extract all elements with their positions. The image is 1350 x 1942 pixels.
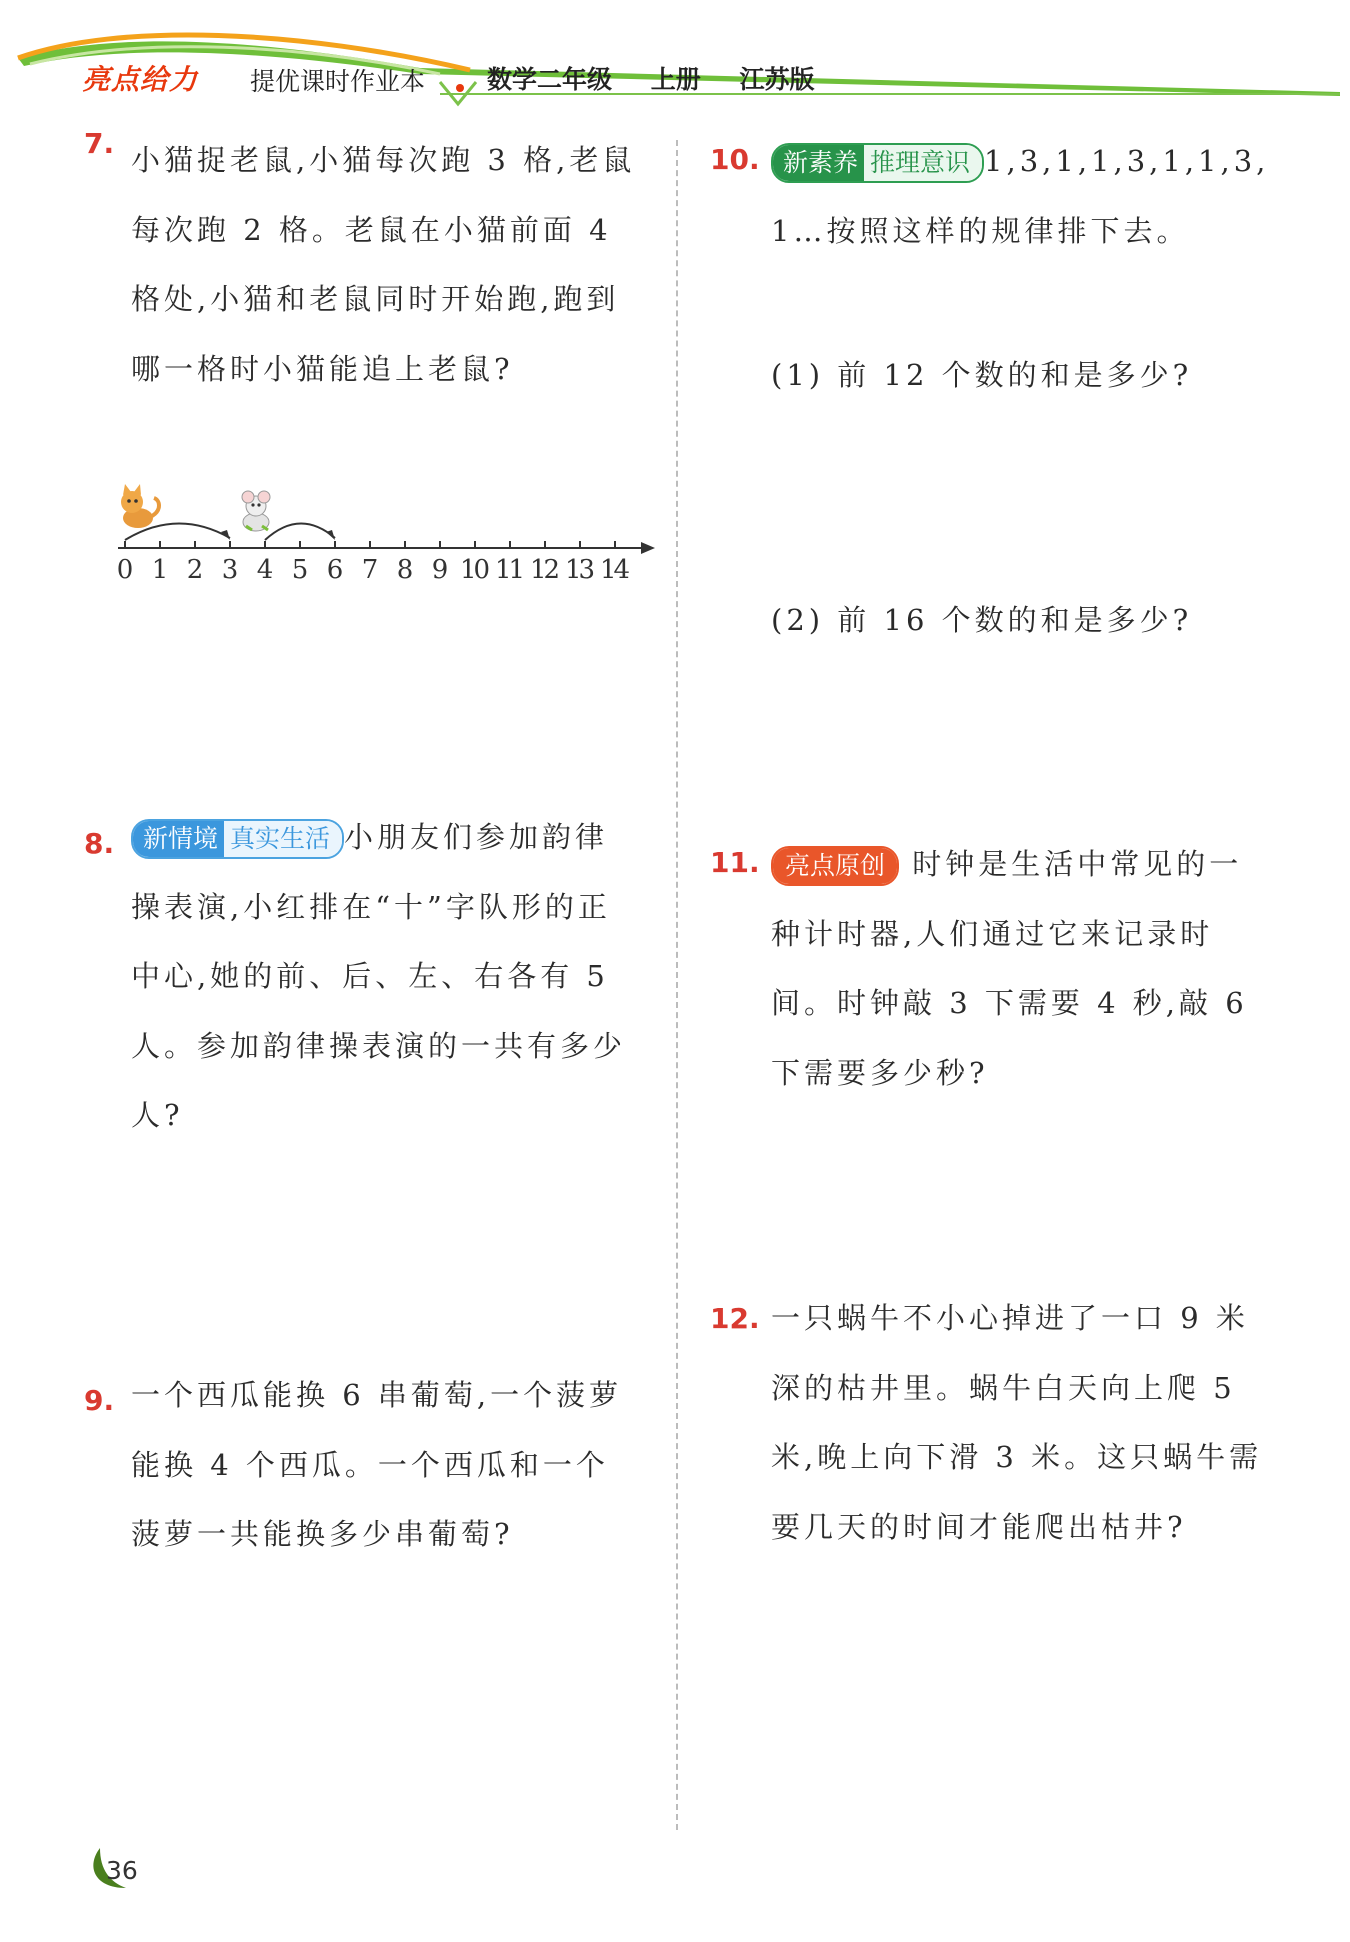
problem-12-number: 12. xyxy=(710,1302,760,1335)
badge-tag-label: 真实生活 xyxy=(224,821,342,857)
brand-logo-text: 亮点给力 xyxy=(82,63,199,96)
problem-9-text: 一个西瓜能换 6 串葡萄,一个菠萝能换 4 个西瓜。一个西瓜和一个菠萝一共能换多少串葡萄? xyxy=(131,1378,623,1551)
number-line-figure xyxy=(108,478,668,588)
tick-label: 3 xyxy=(221,555,239,585)
subject-label: 数学二年级 xyxy=(487,65,613,94)
problem-10-number: 10. xyxy=(710,143,760,176)
tick-label: 14 xyxy=(600,555,630,585)
problem-11-body: 时钟是生活中常见的一种计时器,人们通过它来记录时间。时钟敲 3 下需要 4 秒,敲 6 下需要多少秒? xyxy=(771,847,1248,1090)
problem-8-text xyxy=(131,803,641,1151)
tick-label: 7 xyxy=(361,555,379,585)
problem-11-number: 11. xyxy=(710,846,760,879)
tick-label: 11 xyxy=(495,555,525,585)
tick-label: 9 xyxy=(431,555,449,585)
page-header xyxy=(0,0,1350,110)
book-subtitle: 提优课时作业本 xyxy=(250,67,426,96)
problem-11-badge xyxy=(771,846,899,886)
problem-10-text xyxy=(771,127,1271,266)
badge-main-label: 新情境 xyxy=(133,821,224,857)
problem-7-text: 小猫捉老鼠,小猫每次跑 3 格,老鼠每次跑 2 格。老鼠在小猫前面 4 格处,小猫和老鼠同时开始跑,跑到哪一格时小猫能追上老鼠? xyxy=(131,143,636,386)
tick-label: 12 xyxy=(530,555,560,585)
problem-12-text: 一只蜗牛不小心掉进了一口 9 米深的枯井里。蜗牛白天向上爬 5 米,晚上向下滑 3 米。这只蜗牛需要几天的时间才能爬出枯井? xyxy=(771,1301,1263,1544)
edition-label: 江苏版 xyxy=(739,65,815,94)
badge-tag-label: 推理意识 xyxy=(864,145,982,181)
problem-8-body: 小朋友们参加韵律操表演,小红排在“十”字队形的正中心,她的前、后、左、右各有 5 人。参加韵律操表演的一共有多少人? xyxy=(131,820,627,1132)
volume-label: 上册 xyxy=(650,65,701,94)
number-line-arrow-icon xyxy=(641,542,655,554)
number-line xyxy=(108,478,668,588)
problem-10-body: 1,3,1,1,3,1,1,3,1…按照这样的规律排下去。 xyxy=(771,144,1270,248)
tick-label: 4 xyxy=(256,555,274,585)
mouse-icon xyxy=(242,491,270,531)
column-divider xyxy=(676,140,678,1830)
tick-label: 10 xyxy=(460,555,490,585)
problem-11-text xyxy=(771,830,1271,1108)
problem-10-question-2: (2) 前 16 个数的和是多少? xyxy=(771,603,1193,637)
problem-10-badge xyxy=(771,143,984,183)
tick-label: 6 xyxy=(326,555,344,585)
problem-9-number: 9. xyxy=(84,1384,115,1417)
tick-label: 8 xyxy=(396,555,414,585)
problem-7-number: 7. xyxy=(84,127,115,160)
badge-main-label: 新素养 xyxy=(773,145,864,181)
tick-label: 13 xyxy=(565,555,595,585)
problem-8-badge xyxy=(131,819,344,859)
tick-label: 2 xyxy=(186,555,204,585)
mouse-jump-arc xyxy=(265,523,335,540)
book-info xyxy=(487,60,844,96)
badge-main-label: 亮点原创 xyxy=(773,848,897,884)
tick-label: 0 xyxy=(116,555,134,585)
problem-10-question-1: (1) 前 12 个数的和是多少? xyxy=(771,358,1193,392)
problem-8-number: 8. xyxy=(84,827,115,860)
page-number: 36 xyxy=(106,1856,138,1885)
cat-icon xyxy=(121,484,159,528)
jump-arcs xyxy=(125,523,335,540)
tick-label: 1 xyxy=(151,555,169,585)
tick-label: 5 xyxy=(291,555,309,585)
